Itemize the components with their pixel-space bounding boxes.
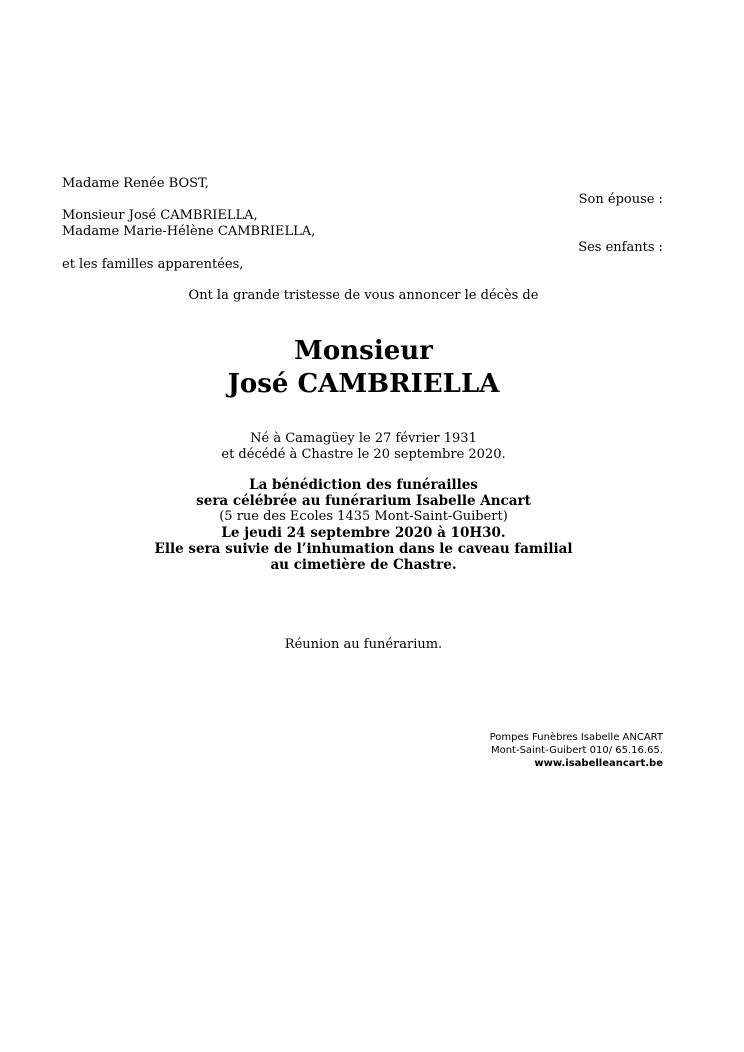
deceased-name: José CAMBRIELLA — [227, 369, 500, 399]
spouse-label: Son épouse : — [578, 192, 663, 207]
reunion-line: Réunion au funérarium. — [284, 637, 443, 652]
ceremony-address: (5 rue des Ecoles 1435 Mont-Saint-Guibert) — [219, 509, 508, 524]
footer-website: www.isabelleancart.be — [534, 758, 663, 769]
announcement-line: Ont la grande tristesse de vous annoncer le décès de — [188, 288, 539, 303]
ceremony-line-5: au cimetière de Chastre. — [270, 557, 457, 573]
child-name-1: Monsieur José CAMBRIELLA, — [62, 208, 258, 223]
spouse-name: Madame Renée BOST, — [62, 176, 209, 191]
ceremony-datetime: Le jeudi 24 septembre 2020 à 10H30. — [221, 525, 506, 541]
ceremony-line-1: La bénédiction des funérailles — [249, 477, 478, 493]
relatives-line: et les familles apparentées, — [62, 257, 244, 272]
ceremony-line-2: sera célébrée au funérarium Isabelle Ancart — [196, 493, 531, 509]
footer-phone: Mont-Saint-Guibert 010/ 65.16.65. — [490, 745, 663, 756]
death-line: et décédé à Chastre le 20 septembre 2020. — [221, 447, 506, 462]
child-name-2: Madame Marie-Hélène CAMBRIELLA, — [62, 224, 316, 239]
ceremony-line-4: Elle sera suivie de l’inhumation dans le caveau familial — [154, 541, 573, 557]
birth-line: Né à Camagüey le 27 février 1931 — [250, 431, 477, 446]
footer-company: Pompes Funèbres Isabelle ANCART — [489, 732, 663, 743]
deceased-title: Monsieur — [294, 336, 433, 366]
children-label: Ses enfants : — [578, 240, 663, 255]
